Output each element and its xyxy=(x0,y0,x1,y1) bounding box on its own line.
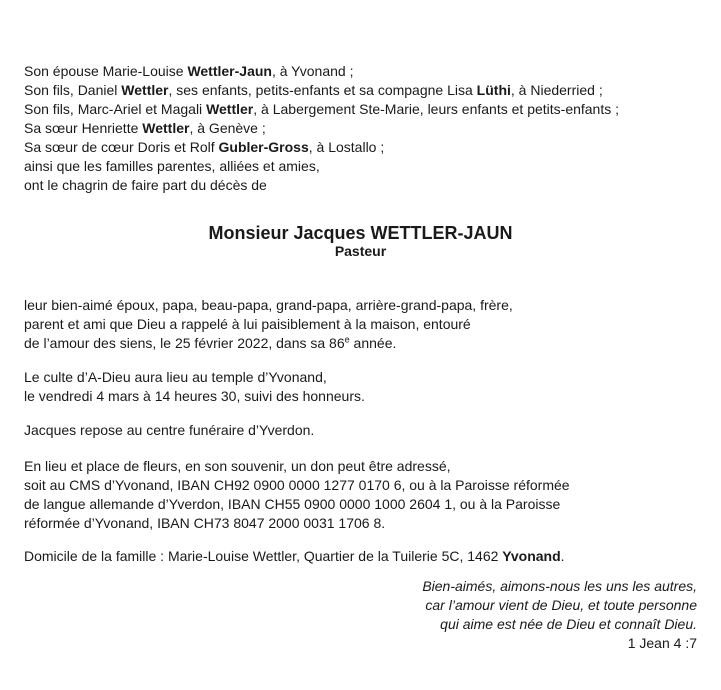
scripture-quote xyxy=(24,577,697,653)
family-list: Son épouse Marie-Louise Wettler-Jaun, à Yvonand ; Son fils, Daniel Wettler, ses enfants, petits-enfants et sa compagne Lisa Lüthi, à Niederried ; Son fils, Marc-Ariel et Magali Wettler, à Labergement Ste-Marie, leurs enfants et petits-enfants ; Sa sœur Henriette Wettler, à Genève ; Sa sœur de cœur Doris et Rolf Gubler-Gross, à Lostallo ; ainsi que les familles parentes, alliées et amies, ont le chagrin de faire part du décès de xyxy=(24,63,620,193)
tribute-paragraph: leur bien-aimé époux, papa, beau-papa, grand-papa, arrière-grand-papa, frère, parent et ami que Dieu a rappelé à lui paisiblement à la maison, entouré de l’amour des siens, le 25 février 2022, dans sa 86e année. xyxy=(24,297,513,351)
service-paragraph: Le culte d’A-Dieu aura lieu au temple d’Yvonand, le vendredi 4 mars à 14 heures 30, suivi des honneurs. xyxy=(24,369,365,404)
quote-text: Bien-aimés, aimons-nous les uns les autres, car l’amour vient de Dieu, et toute personne qui aime est née de Dieu et connaît Dieu. xyxy=(422,578,697,632)
deceased-title-block xyxy=(24,224,697,258)
donation-paragraph: En lieu et place de fleurs, en son souvenir, un don peut être adressé, soit au CMS d’Yvonand, IBAN CH92 0900 0000 1277 0170 6, ou à la Paroisse réformée de langue allemande d’Yverdon, IBAN CH55 0900 0000 1000 2604 1, ou à la Paroisse réformée d’Yvonand, IBAN CH73 8047 2000 0031 1706 8. xyxy=(24,458,570,531)
domicile-line: Domicile de la famille : Marie-Louise Wettler, Quartier de la Tuilerie 5C, 1462 Yvonand. xyxy=(24,548,565,564)
deceased-name: Monsieur Jacques WETTLER-JAUN xyxy=(208,223,513,243)
quote-reference: 1 Jean 4 :7 xyxy=(627,635,697,651)
deceased-role: Pasteur xyxy=(334,243,387,259)
repose-line: Jacques repose au centre funéraire d’Yverdon. xyxy=(24,422,315,438)
